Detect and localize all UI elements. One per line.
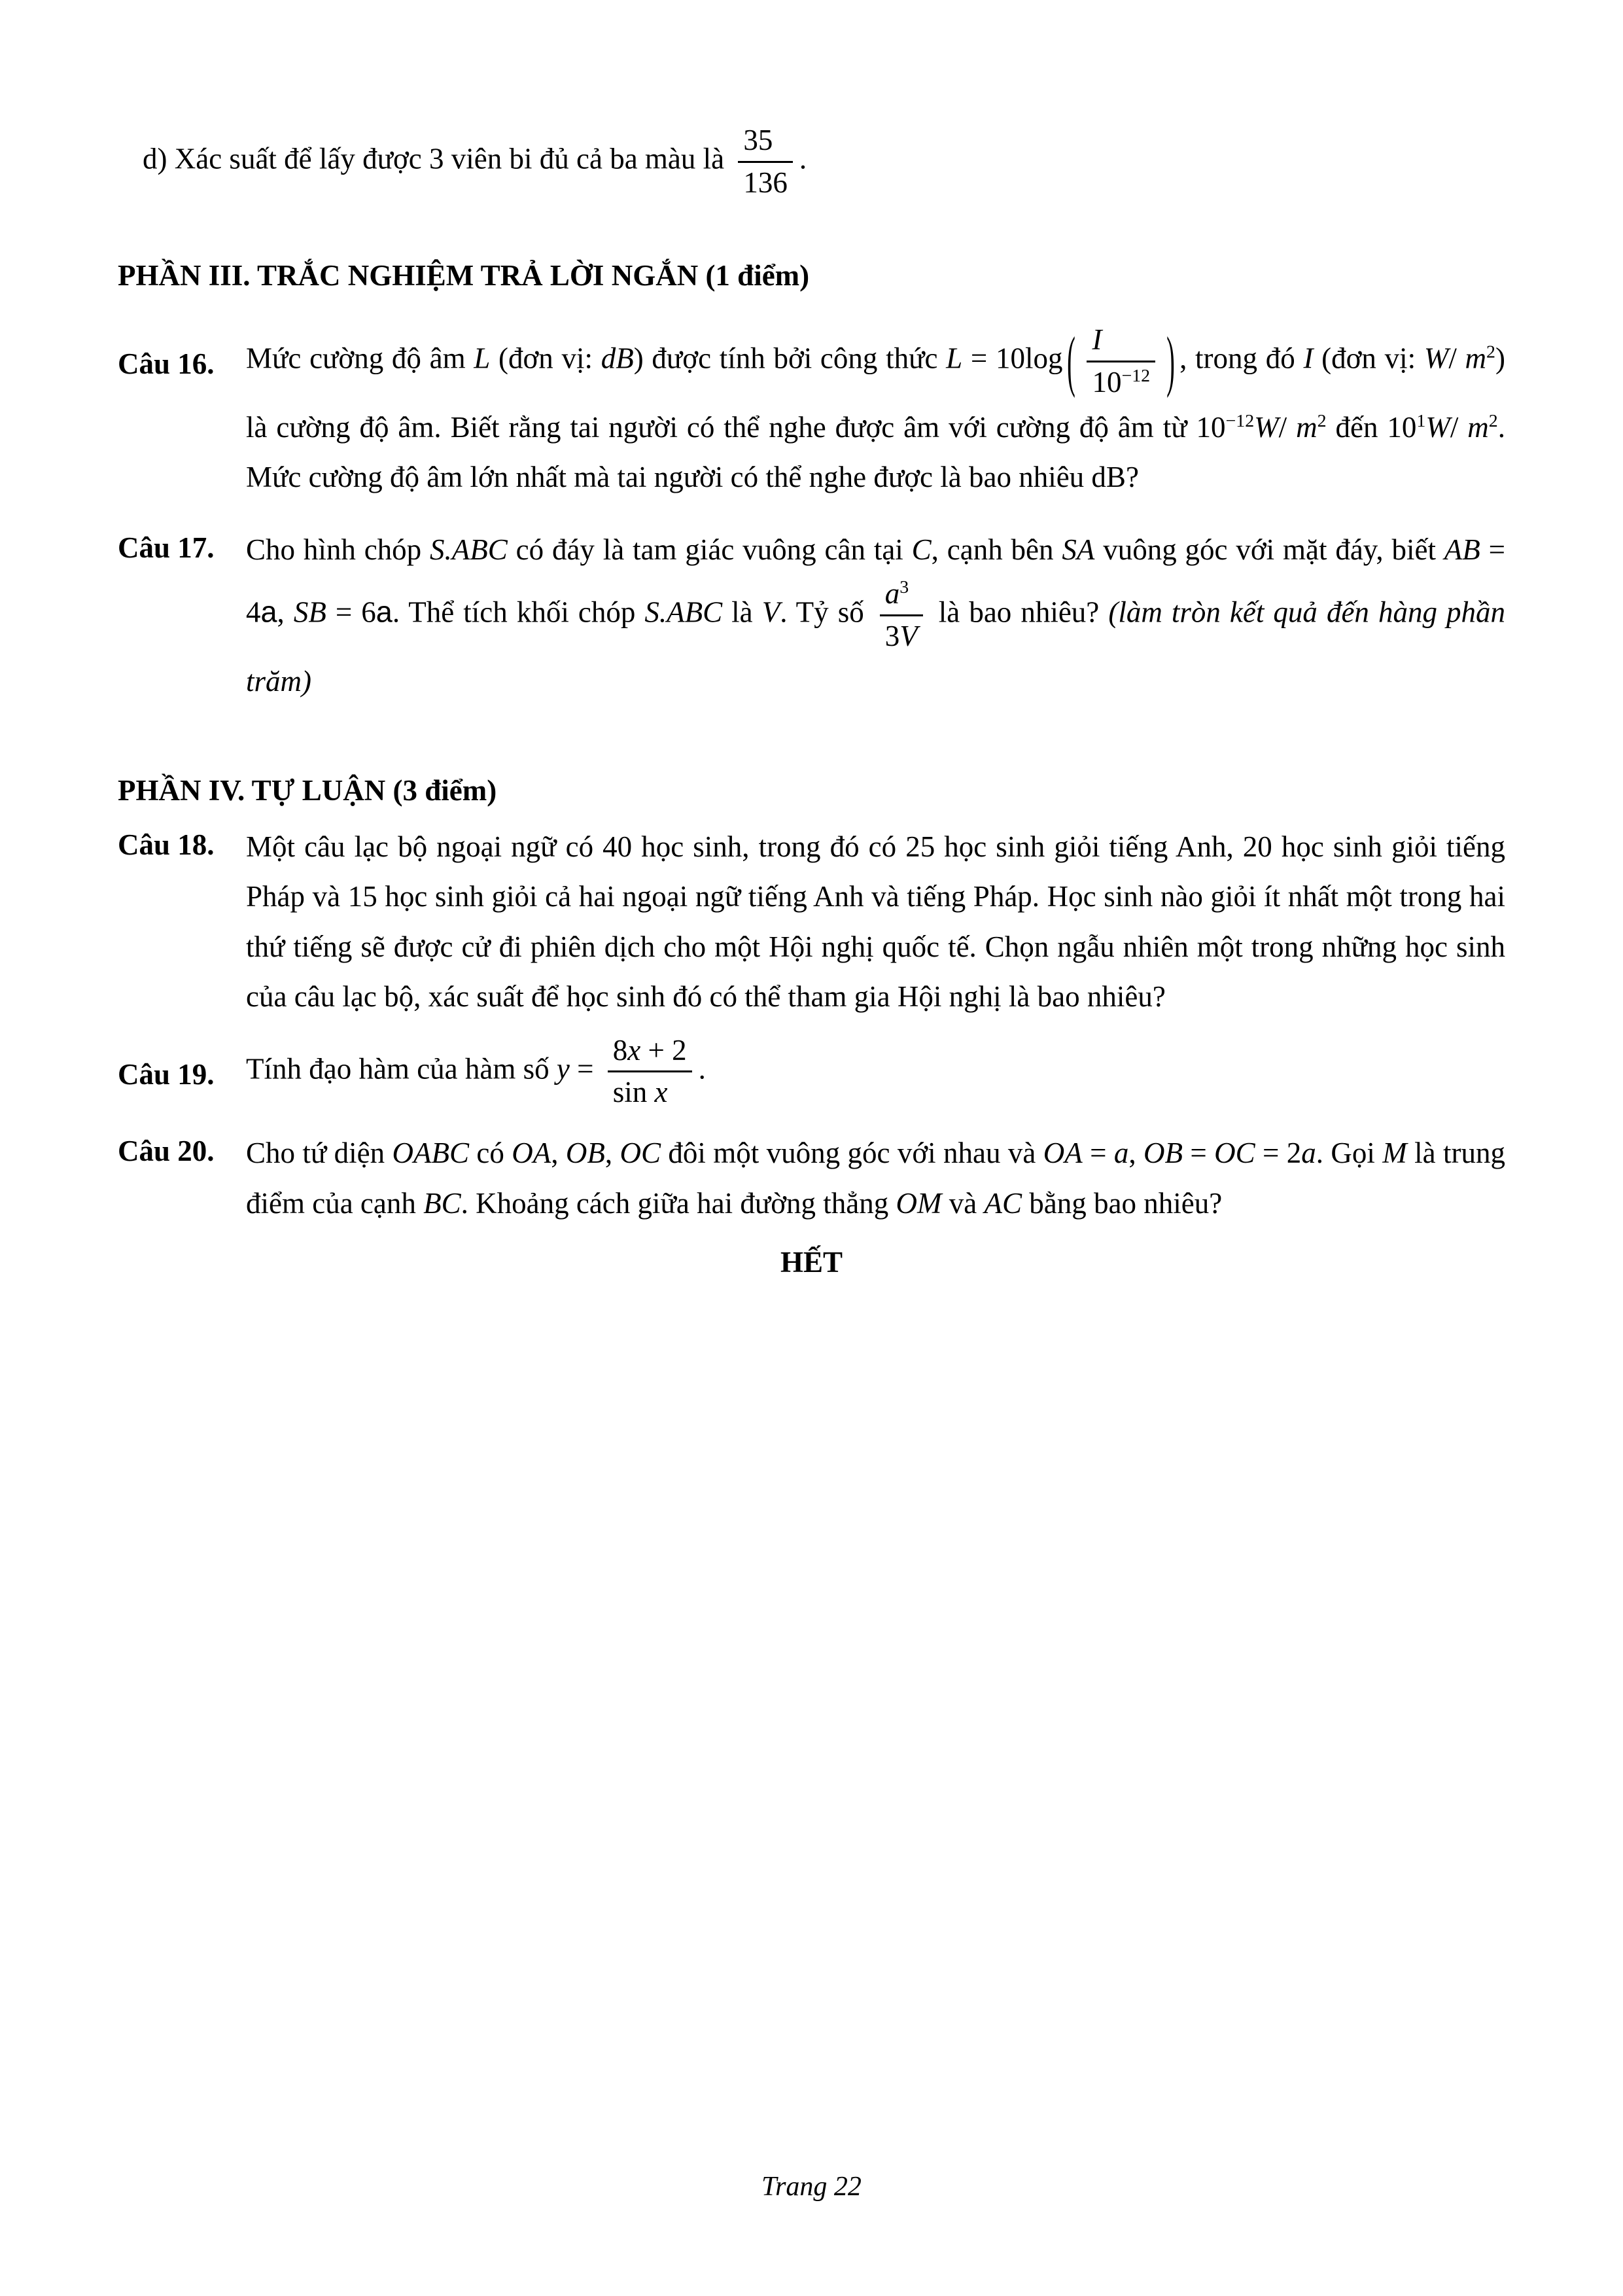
question-17-body: Cho hình chóp S.ABC có đáy là tam giác vuông cân tại C, cạnh bên SA vuông góc với mặt đáy, biết AB = 4a, SB = 6a. Thể tích khối chóp S.ABC là V. Tỷ số $\frac{a^3}{3V}$ là bao nhiêu? (làm tròn kết quả đến hàng phần trăm) bbox=[246, 533, 1506, 698]
end-marker: HẾT bbox=[780, 1246, 843, 1279]
fraction: $\frac{35}{136}$ bbox=[738, 124, 793, 200]
question-20-body: Cho tứ diện OABC có OA, OB, OC đôi một vuông góc với nhau và OA = a, OB = OC = 2a. Gọi M là trung điểm của cạnh BC. Khoảng cách giữa hai đường thẳng OM và AC bằng bao nhiêu? bbox=[246, 1137, 1506, 1220]
page-content bbox=[118, 0, 1505, 1279]
big-paren: ) bbox=[1166, 323, 1175, 399]
question-17-label: Câu 17. bbox=[118, 531, 215, 564]
statement-d: d) Xác suất để lấy được 3 viên bi đủ cả ba màu là $\frac{35}{136}$ . bbox=[143, 124, 807, 199]
question-20-label: Câu 20. bbox=[118, 1135, 215, 1167]
question-16-body: Mức cường độ âm L (đơn vị: dB) được tính bởi công thức L = 10log ( $\frac{I}{10^{-12}}$ ) , trong đó I (đơn vị: W/ $m^2$) là cường độ âm. Biết rằng tai người có thể nghe được âm với cường độ âm từ $10^{-12}W/$ $m^2$ đến $10^1W/$ $m^2$. Mức cường độ âm lớn nhất mà tai người có thể nghe được là bao nhiêu dB? bbox=[246, 321, 1505, 503]
fraction: $\frac{a^3}{3V}$ bbox=[880, 577, 923, 654]
question-16-label: Câu 16. bbox=[118, 347, 215, 380]
big-paren: ( bbox=[1067, 323, 1076, 399]
question-16 bbox=[118, 321, 1505, 503]
question-17 bbox=[118, 525, 1505, 707]
question-19 bbox=[118, 1031, 1505, 1113]
question-19-label: Câu 19. bbox=[118, 1057, 215, 1091]
question-18-label: Câu 18. bbox=[118, 828, 215, 861]
question-18-body: Một câu lạc bộ ngoại ngữ có 40 học sinh, trong đó có 25 học sinh giỏi tiếng Anh, 20 học sinh giỏi tiếng Pháp và 15 học sinh giỏi cả hai ngoại ngữ tiếng Anh và tiếng Pháp. Học sinh nào giỏi ít nhất một trong hai thứ tiếng sẽ được cử đi phiên dịch cho một Hội nghị quốc tế. Chọn ngẫu nhiên một trong những học sinh của câu lạc bộ, xác suất để học sinh đó có thể tham gia Hội nghị là bao nhiêu? bbox=[246, 830, 1505, 1013]
section-heading-part4: PHẦN IV. TỰ LUẬN (3 điểm) bbox=[118, 774, 497, 807]
section-heading-part3: PHẦN III. TRẮC NGHIỆM TRẢ LỜI NGẮN (1 điểm) bbox=[118, 258, 810, 292]
question-20 bbox=[118, 1128, 1505, 1228]
page-number: Trang 22 bbox=[761, 2172, 862, 2202]
question-18 bbox=[118, 822, 1505, 1022]
question-19-body: Tính đạo hàm của hàm số y = $\frac{8x + 2}{\text{sin x}}$ . bbox=[246, 1033, 706, 1109]
page-footer bbox=[0, 2171, 1623, 2202]
fraction: $\frac{I}{10^{-12}}$ bbox=[1087, 323, 1155, 400]
fraction: $\frac{8x + 2}{\text{sin x}}$ bbox=[608, 1034, 692, 1110]
